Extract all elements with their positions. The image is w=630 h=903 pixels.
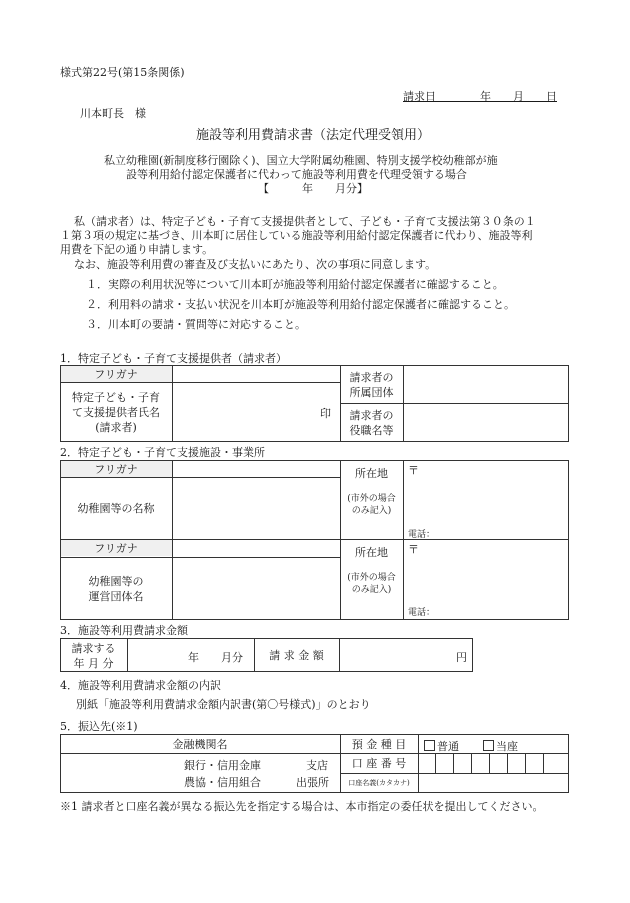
phone-label: 電話： bbox=[408, 608, 436, 618]
intro-consent: なお、施設等利用費の審査及び支払いにあたり、次の事項に同意します。 bbox=[74, 258, 437, 271]
consent-item: ３．川本町の要請・質問等に対応すること。 bbox=[86, 318, 306, 331]
operator-name-label: 幼稚園等の 運営団体名 bbox=[88, 575, 144, 603]
option-ordinary[interactable]: 普通 bbox=[424, 738, 459, 754]
addressee: 川本町長 様 bbox=[80, 107, 146, 120]
amount-label: 請 求 金 額 bbox=[269, 649, 324, 662]
bank-type-line-2: 農協・信用組合 bbox=[184, 776, 261, 789]
furigana-label: フリガナ bbox=[94, 367, 138, 381]
section-3-heading: 3．施設等利用費請求金額 bbox=[60, 624, 188, 637]
form-number: 様式第22号(第15条関係) bbox=[60, 66, 185, 79]
intro-line-3: 用費を下記の通り申請します。 bbox=[60, 243, 214, 256]
footnote: ※1 請求者と口座名義が異なる振込先を指定する場合は、本市指定の委任状を提出してください。 bbox=[60, 800, 544, 813]
yen-unit: 円 bbox=[456, 651, 467, 664]
checkbox[interactable] bbox=[424, 740, 435, 751]
section-5-heading: 5．振込先(※1) bbox=[60, 720, 138, 733]
option-current[interactable]: 当座 bbox=[483, 738, 518, 754]
subtitle-line-2: 設等利用給付認定保護者に代わって施設等利用費を代理受領する場合 bbox=[126, 168, 467, 181]
affiliation-label: 請求者の 所属団体 bbox=[349, 370, 394, 399]
branch-label: 支店 bbox=[306, 759, 328, 772]
provider-name-label: 特定子ども・子育 て支援提供者氏名 (請求者) bbox=[72, 390, 160, 434]
subtitle-line-1: 私立幼稚園(新制度移行園除く)、国立大学附属幼稚園、特別支援学校幼稚部が施 bbox=[104, 154, 498, 167]
outside-city-note: (市外の場合 のみ記入) bbox=[347, 573, 396, 595]
facility-name-label: 幼稚園等の名称 bbox=[77, 502, 155, 515]
bank-type-line-1: 銀行・信用金庫 bbox=[184, 759, 261, 772]
location-label: 所在地 bbox=[355, 546, 388, 559]
request-month-label: 請求する 年 月 分 bbox=[71, 641, 116, 670]
postal-mark: 〒 bbox=[408, 543, 419, 556]
section-4-heading: 4．施設等利用費請求金額の内訳 bbox=[60, 679, 221, 692]
consent-item: ２．利用料の請求・支払い状況を川本町が施設等利用給付認定保護者に確認すること。 bbox=[86, 298, 515, 311]
intro-line-1: 私（請求者）は、特定子ども・子育て支援提供者として、子ども・子育て支援法第３０条の１ bbox=[74, 215, 536, 228]
billing-period: 【 年 月分】 bbox=[258, 182, 368, 195]
intro-line-2: １第３項の規定に基づき、川本町に居住している施設等利用給付認定保護者に代わり、施設等利 bbox=[60, 229, 533, 242]
section-1-heading: 1．特定子ども・子育て支援提供者（請求者） bbox=[60, 352, 287, 365]
deposit-type-label: 預 金 種 目 bbox=[351, 737, 407, 751]
consent-item: １．実際の利用状況等について川本町が施設等利用給付認定保護者に確認すること。 bbox=[86, 278, 504, 291]
furigana-label: フリガナ bbox=[94, 542, 138, 555]
seal-mark: 印 bbox=[320, 407, 331, 420]
position-label: 請求者の 役職名等 bbox=[349, 409, 394, 437]
phone-label: 電話： bbox=[408, 530, 436, 540]
postal-mark: 〒 bbox=[408, 464, 419, 477]
account-number-label: 口 座 番 号 bbox=[351, 757, 407, 770]
furigana-label: フリガナ bbox=[94, 462, 138, 476]
branch-office-label: 出張所 bbox=[296, 776, 329, 789]
location-label: 所在地 bbox=[355, 467, 388, 480]
outside-city-note: (市外の場合 のみ記入) bbox=[347, 494, 396, 516]
breakdown-note: 別紙「施設等利用費請求金額内訳書(第〇号様式)」のとおり bbox=[76, 698, 371, 711]
section-2-heading: 2．特定子ども・子育て支援施設・事業所 bbox=[60, 446, 265, 459]
request-date: 請求日 年 月 日 bbox=[403, 90, 557, 103]
checkbox[interactable] bbox=[483, 740, 494, 751]
account-holder-label: 口座名義(カタカナ) bbox=[348, 779, 410, 787]
bank-name-label: 金融機関名 bbox=[172, 737, 228, 751]
request-month-value: 年 月分 bbox=[188, 651, 243, 664]
page-title: 施設等利用費請求書（法定代理受領用） bbox=[196, 128, 431, 143]
